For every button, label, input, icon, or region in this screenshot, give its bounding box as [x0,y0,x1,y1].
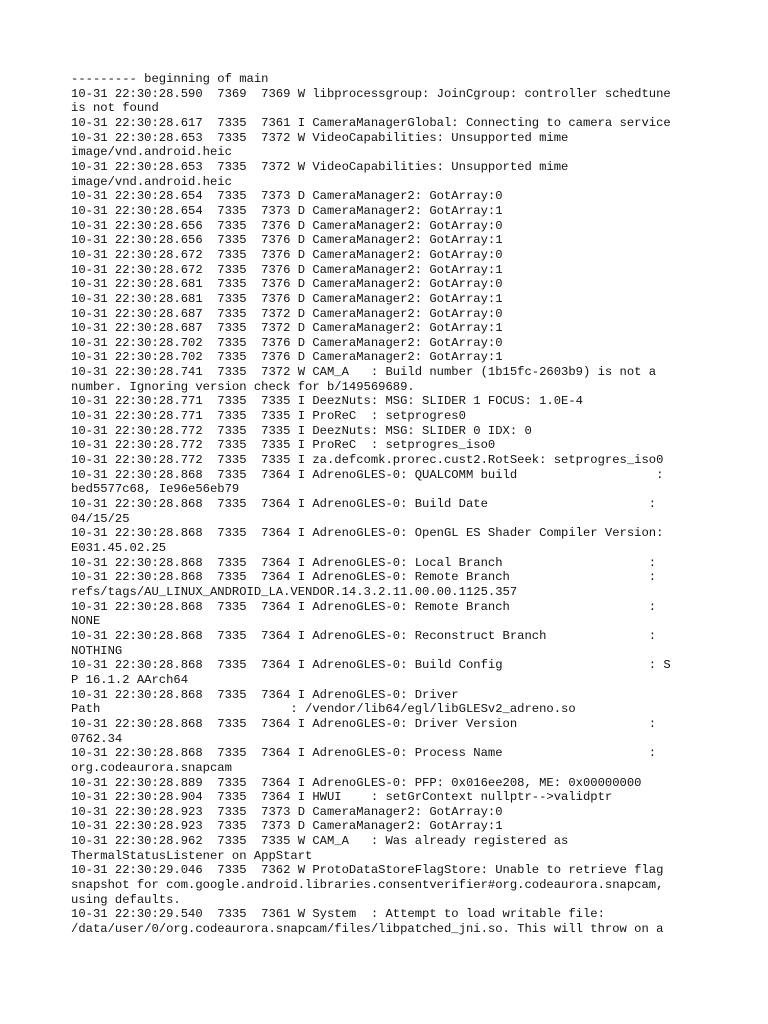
log-line: 10-31 22:30:28.771 7335 7335 I DeezNuts: MSG: SLIDER 1 FOCUS: 1.0E-4 [71,394,583,409]
log-line: 10-31 22:30:28.772 7335 7335 I za.defcomk.prorec.cust2.RotSeek: setprogres_iso0 [71,453,664,468]
log-line: 10-31 22:30:28.923 7335 7373 D CameraManager2: GotArray:0 [71,804,503,819]
log-line: --------- beginning of main [71,72,269,86]
log-line: 04/15/25 [71,511,130,526]
log-line: 10-31 22:30:28.654 7335 7373 D CameraManager2: GotArray:1 [71,203,503,218]
log-line: NOTHING [71,643,123,658]
log-line: 10-31 22:30:28.868 7335 7364 I AdrenoGLES-0: Driver [71,687,459,702]
log-line: 10-31 22:30:28.904 7335 7364 I HWUI : setGrContext nullptr-->validptr [71,790,613,805]
log-line: 10-31 22:30:28.868 7335 7364 I AdrenoGLES-0: Local Branch : [71,555,657,570]
log-line: 10-31 22:30:28.772 7335 7335 I ProReC : setprogres_iso0 [71,438,496,453]
log-line: 10-31 22:30:28.687 7335 7372 D CameraManager2: GotArray:0 [71,306,503,321]
log-line: is not found [71,101,159,116]
log-line: 10-31 22:30:28.702 7335 7376 D CameraManager2: GotArray:0 [71,335,503,350]
log-line: 10-31 22:30:28.687 7335 7372 D CameraManager2: GotArray:1 [71,321,503,336]
log-line: 10-31 22:30:28.681 7335 7376 D CameraManager2: GotArray:0 [71,277,503,292]
log-line: 10-31 22:30:28.681 7335 7376 D CameraManager2: GotArray:1 [71,291,503,306]
log-line: 10-31 22:30:28.868 7335 7364 I AdrenoGLES-0: OpenGL ES Shader Compiler Version: [71,526,664,541]
log-line: 10-31 22:30:28.653 7335 7372 W VideoCapabilities: Unsupported mime [71,159,569,174]
log-line: 10-31 22:30:28.923 7335 7373 D CameraManager2: GotArray:1 [71,819,503,834]
log-line: 0762.34 [71,731,123,746]
log-line: bed5577c68, Ie96e56eb79 [71,482,240,497]
log-line: 10-31 22:30:28.868 7335 7364 I AdrenoGLES-0: Process Name : [71,746,657,761]
log-line: image/vnd.android.heic [71,145,232,160]
log-line: 10-31 22:30:28.672 7335 7376 D CameraManager2: GotArray:0 [71,247,503,262]
log-line: Path : /vendor/lib64/egl/libGLESv2_adreno.so [71,702,576,717]
log-line: 10-31 22:30:29.540 7335 7361 W System : Attempt to load writable file: [71,907,605,922]
log-line: 10-31 22:30:28.868 7335 7364 I AdrenoGLES-0: Driver Version : [71,716,657,731]
log-line: org.codeaurora.snapcam [71,760,232,775]
log-line: 10-31 22:30:29.046 7335 7362 W ProtoDataStoreFlagStore: Unable to retrieve flag [71,863,664,878]
log-line: image/vnd.android.heic [71,174,232,189]
log-line: /data/user/0/org.codeaurora.snapcam/files/libpatched_jni.so. This will throw on a [71,922,664,937]
log-line: ThermalStatusListener on AppStart [71,848,313,863]
log-line: E031.45.02.25 [71,541,167,555]
log-line: 10-31 22:30:28.962 7335 7335 W CAM_A : Was already registered as [71,834,569,849]
log-line: 10-31 22:30:28.653 7335 7372 W VideoCapabilities: Unsupported mime [71,130,569,145]
log-line: 10-31 22:30:28.702 7335 7376 D CameraManager2: GotArray:1 [71,350,503,365]
document-page [71,72,711,952]
log-text [71,72,711,937]
log-line: 10-31 22:30:28.771 7335 7335 I ProReC : setprogres0 [71,409,466,424]
log-line: 10-31 22:30:28.656 7335 7376 D CameraManager2: GotArray:1 [71,233,503,248]
log-line: 10-31 22:30:28.656 7335 7376 D CameraManager2: GotArray:0 [71,218,503,233]
log-line: 10-31 22:30:28.868 7335 7364 I AdrenoGLES-0: Remote Branch : [71,599,657,614]
log-line: number. Ignoring version check for b/149569689. [71,379,415,394]
log-line: 10-31 22:30:28.889 7335 7364 I AdrenoGLES-0: PFP: 0x016ee208, ME: 0x00000000 [71,775,642,790]
log-line: P 16.1.2 AArch64 [71,672,189,687]
log-line: 10-31 22:30:28.741 7335 7372 W CAM_A : Build number (1b15fc-2603b9) is not a [71,365,657,380]
log-line: refs/tags/AU_LINUX_ANDROID_LA.VENDOR.14.3.2.11.00.00.1125.357 [71,584,518,599]
log-line: NONE [71,614,101,629]
log-line: 10-31 22:30:28.654 7335 7373 D CameraManager2: GotArray:0 [71,189,503,204]
log-line: 10-31 22:30:28.868 7335 7364 I AdrenoGLES-0: Reconstruct Branch : [71,628,657,643]
log-line: 10-31 22:30:28.868 7335 7364 I AdrenoGLES-0: Build Config : S [71,658,671,673]
log-line: 10-31 22:30:28.672 7335 7376 D CameraManager2: GotArray:1 [71,262,503,277]
log-line: 10-31 22:30:28.772 7335 7335 I DeezNuts: MSG: SLIDER 0 IDX: 0 [71,423,532,438]
log-line: 10-31 22:30:28.590 7369 7369 W libprocessgroup: JoinCgroup: controller schedtune [71,86,671,101]
log-line: using defaults. [71,892,181,907]
log-line: 10-31 22:30:28.868 7335 7364 I AdrenoGLES-0: Build Date : [71,497,657,512]
log-line: 10-31 22:30:28.868 7335 7364 I AdrenoGLES-0: Remote Branch : [71,570,657,585]
log-line: snapshot for com.google.android.libraries.consentverifier#org.codeaurora.snapcam, [71,878,664,893]
log-line: 10-31 22:30:28.617 7335 7361 I CameraManagerGlobal: Connecting to camera service [71,115,671,130]
log-line: 10-31 22:30:28.868 7335 7364 I AdrenoGLES-0: QUALCOMM build : [71,467,664,482]
